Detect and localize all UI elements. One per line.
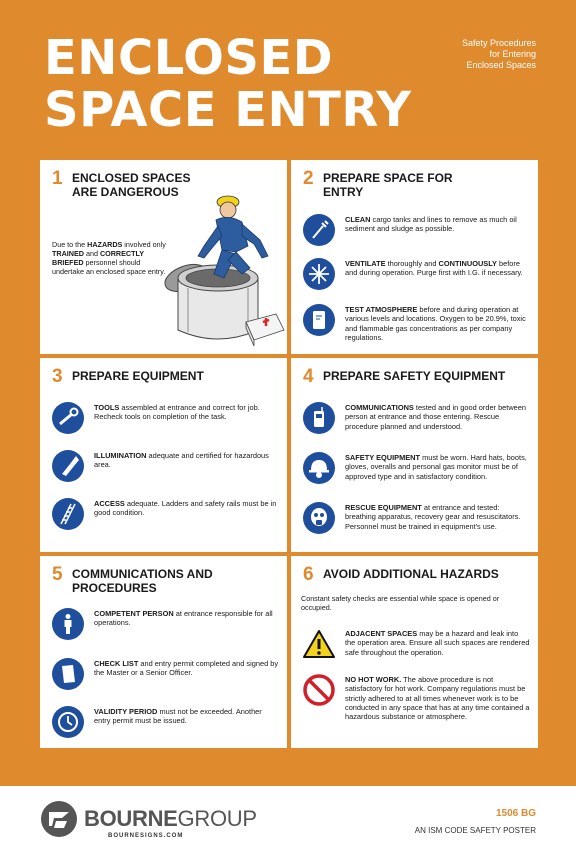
item-text xyxy=(345,258,530,278)
section-communications-procedures xyxy=(40,556,287,748)
intro-bold: HAZARDS xyxy=(87,240,123,249)
ladder-icon xyxy=(52,498,84,530)
poster-code: 1506 BG xyxy=(495,808,536,819)
list-item xyxy=(52,608,279,640)
item-text xyxy=(94,608,279,628)
intro-text: and xyxy=(83,249,100,258)
item-text xyxy=(94,498,279,518)
section-prepare-safety-equipment xyxy=(291,358,538,552)
flashlight-icon xyxy=(52,450,84,482)
item-bold: VALIDITY PERIOD xyxy=(94,707,158,716)
item-body: assembled at entrance and correct for job. Recheck tools on completion of the task. xyxy=(94,403,260,422)
fan-icon xyxy=(303,258,335,290)
section-number: 2 xyxy=(303,168,314,189)
list-item xyxy=(303,258,530,290)
section-number: 3 xyxy=(52,366,63,387)
section-avoid-hazards xyxy=(291,556,538,748)
list-item xyxy=(52,658,279,690)
item-body: adequate and certified for hazardous area. xyxy=(94,451,269,470)
section-enclosed-spaces-dangerous xyxy=(40,160,287,354)
poster-subtitle xyxy=(406,38,536,71)
list-item xyxy=(52,402,279,434)
brand-light: GROUP xyxy=(177,806,257,831)
section-intro xyxy=(52,240,167,276)
item-body: must not be exceeded. Another entry permit must be issued. xyxy=(94,707,262,726)
intro-text: involved only xyxy=(122,240,166,249)
item-body: before and during operation at various levels and locations. Oxygen to be 20.9%, toxic and flammable gas concentrations as per company regulations. xyxy=(345,305,526,342)
item-body: The above procedure is not satisfactory for hot work. Company regulations must be strictly adhered to at all times whenever work is to be conducted in any space that has at any time contained a hazardous substance or atmosphere. xyxy=(345,675,530,722)
list-item xyxy=(303,452,530,484)
wrench-icon xyxy=(52,402,84,434)
poster-type: AN ISM CODE SAFETY POSTER xyxy=(414,826,536,835)
section-header xyxy=(303,566,532,583)
item-bold: CHECK LIST xyxy=(94,659,139,668)
item-body: tested and in good order between person at entrance and those entering. Rescue procedure planned and understood. xyxy=(345,403,527,431)
brand-url: BOURNESIGNS.COM xyxy=(108,833,184,839)
section-intro: Constant safety checks are essential while space is opened or occupied. xyxy=(301,594,500,612)
radio-icon xyxy=(303,402,335,434)
section-title: PREPARE SAFETY EQUIPMENT xyxy=(323,369,506,383)
item-body: adequate. Ladders and safety rails must be in good condition. xyxy=(94,499,277,518)
item-text xyxy=(345,628,530,657)
section-header xyxy=(52,368,281,385)
section-title-line: ENCLOSED SPACES xyxy=(72,171,191,185)
subtitle-line: Enclosed Spaces xyxy=(466,60,536,70)
section-number: 4 xyxy=(303,366,314,387)
list-item xyxy=(303,502,530,534)
section-title-line: ENTRY xyxy=(323,185,364,199)
item-text xyxy=(345,502,530,531)
clock-icon xyxy=(52,706,84,738)
subtitle-line: Safety Procedures xyxy=(461,38,536,48)
poster-title xyxy=(44,32,412,136)
item-bold: ILLUMINATION xyxy=(94,451,147,460)
warning-triangle-icon xyxy=(303,628,335,660)
brand-bold: BOURNE xyxy=(84,806,178,831)
item-text xyxy=(345,304,530,342)
intro-text: personnel should undertake an enclosed space entry. xyxy=(52,258,166,276)
title-line-2: SPACE ENTRY xyxy=(44,82,412,138)
list-item xyxy=(303,304,530,342)
prohibition-icon xyxy=(303,674,335,706)
section-number: 6 xyxy=(303,564,314,585)
item-bold: TOOLS xyxy=(94,403,120,412)
item-bold: CONTINUOUSLY xyxy=(438,259,497,268)
item-text xyxy=(345,402,530,431)
list-item xyxy=(52,450,279,482)
item-text xyxy=(345,214,530,234)
person-icon xyxy=(52,608,84,640)
item-body: at entrance and tested: breathing apparatus, recovery gear and resuscitators. Personnel must be trained in equipment's use. xyxy=(345,503,521,531)
title-line-1: ENCLOSED xyxy=(44,30,334,86)
item-bold: COMPETENT PERSON xyxy=(94,609,174,618)
section-title: PREPARE EQUIPMENT xyxy=(72,369,204,383)
section-title xyxy=(72,566,213,595)
section-number: 1 xyxy=(52,168,63,189)
item-body: and entry permit completed and signed by the Master or a Senior Officer. xyxy=(94,659,279,678)
item-text xyxy=(94,402,279,422)
subtitle-line: for Entering xyxy=(489,49,536,59)
list-item xyxy=(52,498,279,530)
section-title-line: ARE DANGEROUS xyxy=(72,185,179,199)
worker-tank-illustration xyxy=(158,170,286,352)
item-body: thoroughly and xyxy=(385,259,439,268)
item-body: at entrance responsible for all operations. xyxy=(94,609,273,628)
item-bold: ACCESS xyxy=(94,499,125,508)
section-header xyxy=(52,566,281,595)
section-title: AVOID ADDITIONAL HAZARDS xyxy=(323,567,499,581)
list-item xyxy=(303,628,530,660)
list-item xyxy=(303,674,530,721)
section-prepare-equipment xyxy=(40,358,287,552)
item-bold: CLEAN xyxy=(345,215,371,224)
gas-detector-icon xyxy=(303,304,335,336)
section-number: 5 xyxy=(52,564,63,585)
item-bold: TEST ATMOSPHERE xyxy=(345,305,418,314)
item-body: cargo tanks and lines to remove as much oil sediment and sludge as possible. xyxy=(345,215,517,234)
section-title-line: PROCEDURES xyxy=(72,581,157,595)
item-text xyxy=(94,658,279,678)
footer xyxy=(0,786,576,864)
item-body: before and during operation. Purge first with I.G. if necessary. xyxy=(345,259,523,278)
checklist-icon xyxy=(52,658,84,690)
intro-text: Due to the xyxy=(52,240,88,249)
item-text xyxy=(94,450,279,470)
section-title-line: COMMUNICATIONS AND xyxy=(72,567,213,581)
hard-hat-icon xyxy=(303,452,335,484)
section-prepare-space xyxy=(291,160,538,354)
section-header xyxy=(303,368,532,385)
item-body: must be worn. Hard hats, boots, gloves, overalls and personal gas monitor must be of approved type and in satisfactory condition. xyxy=(345,453,527,481)
item-bold: RESCUE EQUIPMENT xyxy=(345,503,422,512)
intro-bold: CORRECTLY BRIEFED xyxy=(52,249,144,267)
item-bold: ADJACENT SPACES xyxy=(345,629,418,638)
intro-bold: TRAINED xyxy=(52,249,84,258)
breathing-mask-icon xyxy=(303,502,335,534)
section-header xyxy=(303,170,532,199)
item-text xyxy=(94,706,279,726)
list-item xyxy=(303,402,530,434)
item-body: may be a hazard and leak into the operation area. Ensure all such spaces are rendered safe throughout the operation. xyxy=(345,629,530,657)
section-title xyxy=(323,170,453,199)
item-text xyxy=(345,452,530,481)
item-bold: SAFETY EQUIPMENT xyxy=(345,453,421,462)
section-title-line: PREPARE SPACE FOR xyxy=(323,171,453,185)
spray-nozzle-icon xyxy=(303,214,335,246)
item-bold: COMMUNICATIONS xyxy=(345,403,414,412)
item-text xyxy=(345,674,530,721)
list-item xyxy=(52,706,279,738)
item-bold: NO HOT WORK. xyxy=(345,675,402,684)
item-bold: VENTILATE xyxy=(345,259,386,268)
list-item xyxy=(303,214,530,246)
bourne-logo-icon xyxy=(40,800,78,838)
brand-name xyxy=(84,807,257,831)
